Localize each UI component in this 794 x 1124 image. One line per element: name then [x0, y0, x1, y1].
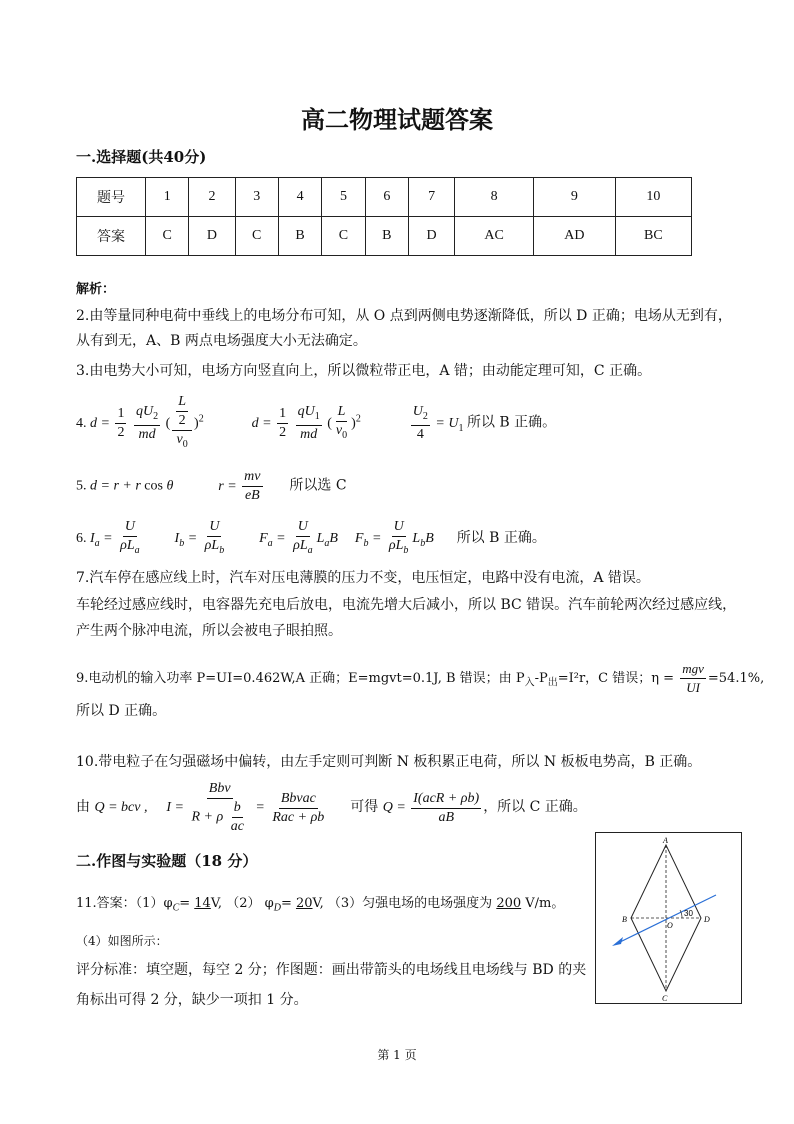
- table-cell: B: [278, 217, 321, 256]
- grading-line2: 角标出可得 2 分，缺少一项扣 1 分。: [76, 992, 308, 1008]
- q6-conclusion: 所以 B 正确。: [456, 530, 546, 547]
- q11-part4: （4）如图所示：: [76, 934, 168, 948]
- q11-part-a: 11.答案：（1）φ: [76, 896, 173, 911]
- q10-eq1: Q = bcv ,: [94, 800, 148, 816]
- q6-eq3: $F_a$ = $\frac{U}{\rho L_a}$ $L_aB$: [259, 519, 338, 556]
- q6-eq4: $F_b$ = $\frac{U}{\rho L_b}$ $L_bB$: [354, 519, 434, 556]
- q11-part-e: V, （3）匀强电场的电场强度为: [312, 896, 497, 911]
- q6-formula: [76, 518, 546, 560]
- table-cell: B: [365, 217, 408, 256]
- q9-part-b: -P: [534, 671, 548, 686]
- q7-line1: 7.汽车停在感应线上时，汽车对压电薄膜的压力不变，电压恒定，电路中没有电流，A 错误。: [76, 570, 650, 586]
- q11-part-f: V/m。: [521, 896, 565, 911]
- field-line: [618, 895, 716, 943]
- table-header-label: 题号: [77, 178, 146, 217]
- q11-part-b: =: [179, 896, 195, 911]
- table-cell: D: [409, 217, 455, 256]
- rhombus-figure: [595, 832, 742, 1004]
- q11-phi-d-value: 20: [295, 896, 313, 911]
- q11-sub-d: D: [273, 902, 281, 914]
- q10-line1: 10.带电粒子在匀强磁场中偏转，由左手定则可判断 N 板积累正电荷，所以 N 板板电势高，B 正确。: [76, 754, 702, 770]
- label-o: O: [667, 921, 673, 930]
- table-cell: 8: [455, 178, 534, 217]
- q4-eq2: d = $\frac{1}{2}$ $\frac{qU_1}{md}$ ( $\frac{L}{v_0}$ )$^2$: [251, 403, 361, 443]
- q10-pre: 由: [76, 799, 90, 816]
- label-d: D: [704, 915, 710, 924]
- q4-formula: [76, 393, 556, 454]
- table-cell: 10: [615, 178, 691, 217]
- table-cell: 6: [365, 178, 408, 217]
- q3-text: 3.由电势大小可知，电场方向竖直向上，所以微粒带正电，A 错；由动能定理可知，C 正确。: [76, 363, 652, 379]
- q10-conclusion: ，所以 C 正确。: [483, 799, 587, 816]
- table-cell: 5: [322, 178, 365, 217]
- q5-formula: [76, 468, 347, 505]
- q2-line2: 从有到无，A、B 两点电场强度大小无法确定。: [76, 333, 367, 349]
- q11-sub-c: C: [172, 902, 180, 914]
- q11-part-d: =: [280, 896, 296, 911]
- q9-line2: 所以 D 正确。: [76, 703, 167, 719]
- table-cell: 7: [409, 178, 455, 217]
- table-cell: 4: [278, 178, 321, 217]
- label-b: B: [622, 915, 627, 924]
- answer-table: [76, 177, 692, 256]
- table-cell: 9: [534, 178, 616, 217]
- section-choice-heading: 一.选择题(共40分): [76, 148, 207, 166]
- q9-line1: [76, 660, 764, 697]
- q7-line2: 车轮经过感应线时，电容器先充电后放电，电流先增大后减小，所以 BC 错误。汽车前轮两次经过感应线，: [76, 597, 737, 613]
- q11-phi-c-value: 14: [194, 896, 211, 911]
- table-cell: C: [235, 217, 278, 256]
- q9-sub-in: 入: [524, 677, 535, 689]
- q10-eq3: Q = $\frac{\text{I(acR + ρb)}}{aB}$: [382, 790, 480, 825]
- page-number: 第 1 页: [377, 1048, 417, 1062]
- table-cell: BC: [615, 217, 691, 256]
- q2-line1: 2.由等量同种电荷中垂线上的电场分布可知，从 O 点到两侧电势逐渐降低，所以 D 正确；电场从无到有，: [76, 308, 732, 324]
- table-cell: C: [146, 217, 189, 256]
- table-header-label: 答案: [77, 217, 146, 256]
- q4-eq3: $\frac{U_2}{4}$ = $U_1$: [412, 403, 464, 443]
- q9-part-c: =I²r，C 错误；η =: [557, 671, 675, 686]
- table-cell: 2: [189, 178, 235, 217]
- angle-label: 30: [684, 909, 693, 918]
- q11-part-c: V, （2） φ: [210, 896, 274, 911]
- q4-conclusion: 所以 B 正确。: [466, 414, 557, 431]
- section-experiment-heading: 二.作图与实验题（18 分）: [76, 852, 258, 870]
- q5-eq1: 5. d = r + r cos θ: [76, 478, 174, 494]
- q10-formula: [76, 780, 587, 836]
- q11-answer: [76, 894, 564, 919]
- table-row-numbers: [77, 178, 692, 217]
- table-cell: D: [189, 217, 235, 256]
- page-title: 高二物理试题答案: [301, 105, 493, 134]
- label-a: A: [663, 836, 668, 845]
- table-cell: 3: [235, 178, 278, 217]
- table-cell: AD: [534, 217, 616, 256]
- q10-eq2: I = Bbv R + ρ $\frac{b}{ac}$ = $\frac{\text{Bbvac}}{\text{Rac + ρb}}$: [166, 781, 325, 834]
- label-c: C: [662, 994, 668, 1003]
- q9-sub-out: 出: [547, 677, 558, 689]
- q9-part-a: 9.电动机的输入功率 P=UI=0.462W,A 正确；E=mgvt=0.1J, B 错误；由 P: [76, 671, 525, 686]
- q10-mid: 可得: [350, 799, 379, 816]
- analysis-label: 解析：: [76, 282, 116, 297]
- q7-line3: 产生两个脉冲电流，所以会被电子眼拍照。: [76, 623, 342, 639]
- q5-eq2: r = $\frac{mv}{eB}$: [218, 469, 261, 503]
- q9-frac-numerator: mgv: [680, 660, 706, 679]
- grading-line1: 评分标准：填空题，每空 2 分；作图题：画出带箭头的电场线且电场线与 BD 的夹: [76, 962, 587, 978]
- q9-frac-denominator: UI: [686, 680, 700, 695]
- q6-eq2: $I_b$ = $\frac{U}{\rho L_b}$: [174, 519, 225, 556]
- table-cell: C: [322, 217, 365, 256]
- q4-eq1: 4. d = $\frac{1}{2}$ $\frac{qU_2}{md}$ ( $\frac{\frac{L}{2}}{v_0}$ )$^2$: [76, 394, 204, 450]
- q5-conclusion: 所以选 C: [289, 477, 347, 494]
- q6-eq1: 6. $I_a$ = $\frac{U}{\rho L_a}$: [76, 519, 140, 556]
- table-row-answers: [77, 217, 692, 256]
- table-cell: 1: [146, 178, 189, 217]
- table-cell: AC: [455, 217, 534, 256]
- field-arrow-icon: [612, 937, 623, 946]
- q9-part-d: =54.1%,: [707, 671, 765, 686]
- rhombus-diagram: [596, 833, 741, 1003]
- q9-efficiency-fraction: [680, 660, 706, 697]
- q11-field-value: 200: [496, 896, 522, 911]
